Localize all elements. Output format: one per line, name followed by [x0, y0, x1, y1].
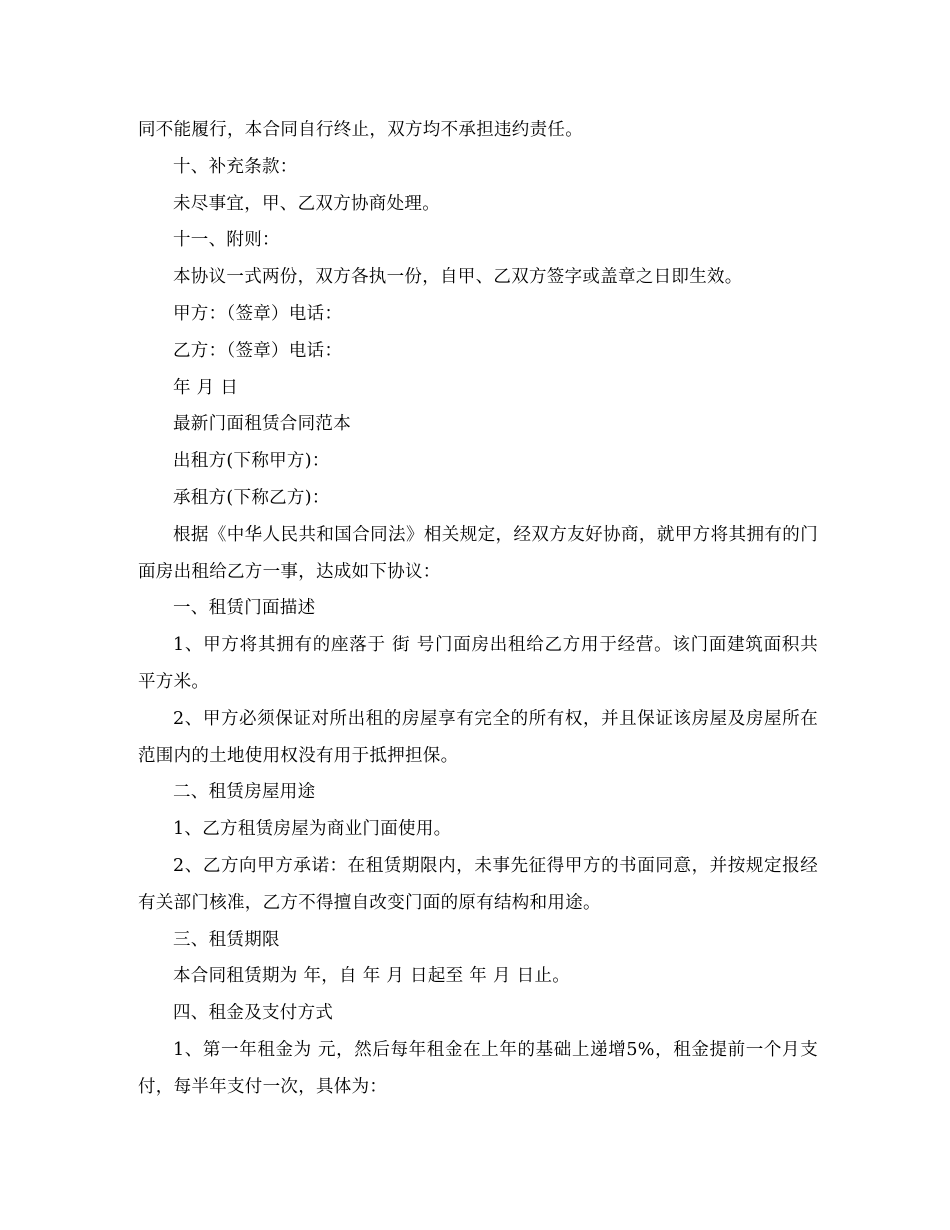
heading-appendix: 十一、附则： [173, 230, 280, 251]
heading-rent-payment: 四、租金及支付方式 [173, 1003, 334, 1024]
clause-4-1: 1、第一年租金为 元，然后每年租金在上年的基础上递增5%，租金提前一个月支付，每半年支付一次，具体为： [138, 1039, 818, 1097]
document-body [138, 112, 818, 1106]
signature-party-b: 乙方：（签章）电话： [173, 340, 343, 361]
clause-3-term: 本合同租赁期为 年，自 年 月 日起至 年 月 日止。 [173, 966, 571, 987]
lessee-line: 承租方(下称乙方)： [173, 487, 330, 508]
paragraph-contract-termination: 同不能履行，本合同自行终止，双方均不承担违约责任。 [138, 120, 583, 140]
clause-2-2: 2、乙方向甲方承诺：在租赁期限内，未事先征得甲方的书面同意，并按规定报经有关部门核准，乙方不得擅自改变门面的原有结构和用途。 [138, 855, 818, 913]
heading-property-use: 二、租赁房屋用途 [173, 782, 316, 803]
clause-1-1: 1、甲方将其拥有的座落于 街 号门面房出租给乙方用于经营。该门面建筑面积共 平方米。 [138, 635, 818, 692]
signature-party-a: 甲方：（签章）电话： [173, 303, 343, 324]
heading-supplementary-terms: 十、补充条款： [173, 156, 298, 177]
paragraph-unresolved-matters: 未尽事宜，甲、乙双方协商处理。 [173, 193, 440, 214]
heading-lease-term: 三、租赁期限 [173, 929, 280, 950]
lessor-line: 出租方(下称甲方)： [173, 451, 330, 472]
contract-title: 最新门面租赁合同范本 [173, 414, 351, 435]
clause-1-2: 2、甲方必须保证对所出租的房屋享有完全的所有权，并且保证该房屋及房屋所在范围内的土地使用权没有用于抵押担保。 [138, 708, 818, 766]
paragraph-legal-basis: 根据《中华人民共和国合同法》相关规定，经双方友好协商，就甲方将其拥有的门面房出租给乙方一事，达成如下协议： [138, 524, 818, 582]
paragraph-copies-effective: 本协议一式两份，双方各执一份，自甲、乙双方签字或盖章之日即生效。 [173, 267, 743, 288]
heading-storefront-description: 一、租赁门面描述 [173, 598, 316, 619]
date-line: 年 月 日 [173, 377, 239, 398]
clause-2-1: 1、乙方租赁房屋为商业门面使用。 [173, 819, 452, 840]
